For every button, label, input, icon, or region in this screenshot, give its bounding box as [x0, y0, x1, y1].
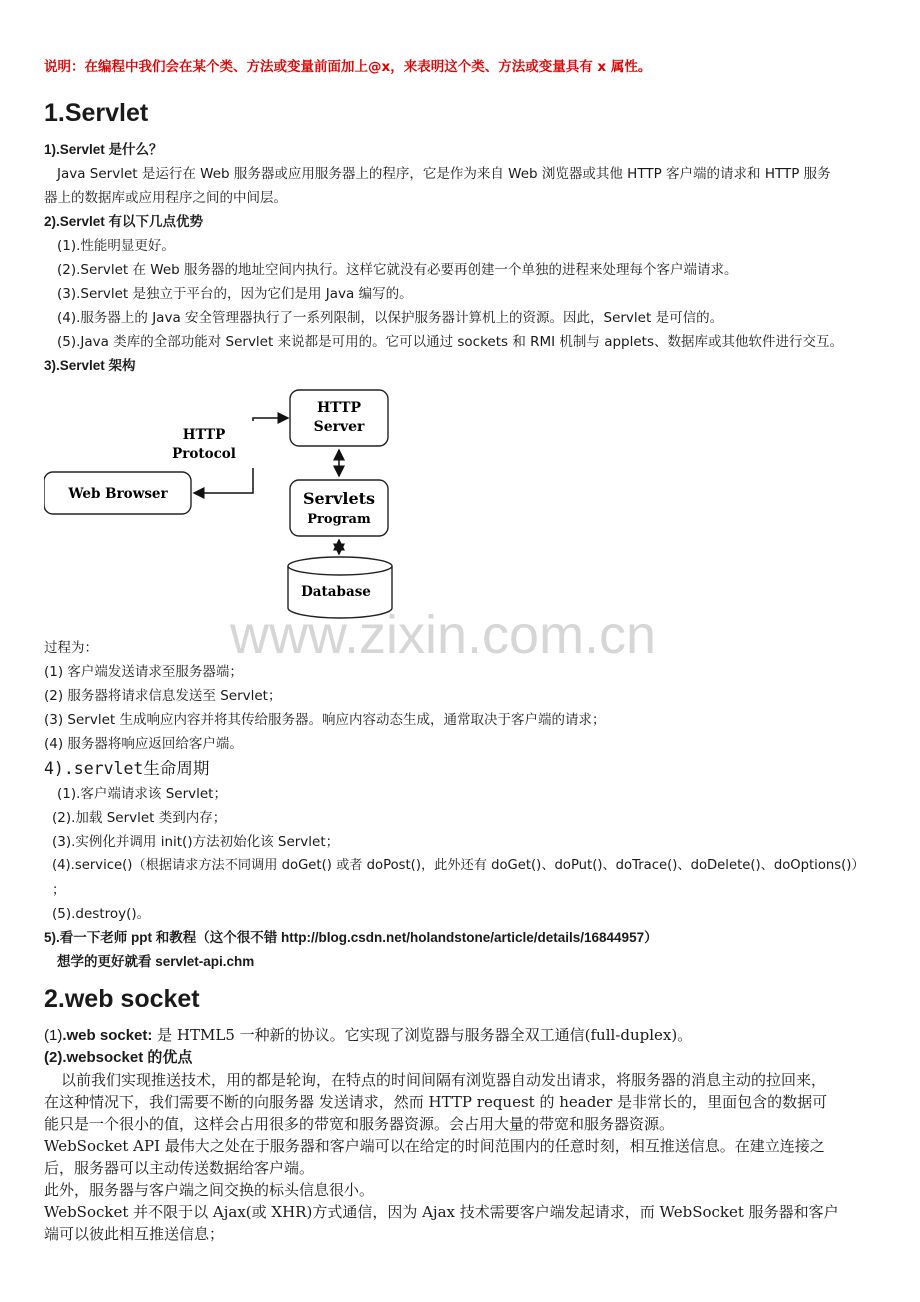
lifecycle-item: (3).实例化并调用 init()方法初始化该 Servlet； [52, 834, 340, 850]
http-server-box [290, 390, 388, 446]
lifecycle-item: (2).加载 Servlet 类到内存； [52, 810, 227, 826]
web-browser-label: Web Browser [68, 486, 168, 502]
websocket-para-1-bold: .web socket: [62, 1027, 153, 1044]
advantage-item: (5).Java 类库的全部功能对 Servlet 来说都是可用的。它可以通过 sockets 和 RMI 机制与 applets、数据库或其他软件进行交互。 [57, 334, 844, 350]
protocol-label-2: Protocol [172, 446, 236, 462]
database-label: Database [301, 584, 371, 600]
question-5-line-2: 想学的更好就看 servlet-api.chm [57, 954, 255, 969]
lifecycle-item: (5).destroy()。 [52, 906, 151, 922]
question-5-line-1: 5).看一下老师 ppt 和教程（这个很不错 http://blog.csdn.net/holandstone/article/details/16844957） [44, 930, 658, 945]
servlets-label-2: Program [307, 512, 371, 527]
websocket-ajax-line: WebSocket 并不限于以 Ajax(或 XHR)方式通信，因为 Ajax 技术需要客户端发起请求，而 WebSocket 服务器和客户 [44, 1203, 839, 1221]
section-title-servlet: 1.Servlet [44, 99, 149, 127]
advantage-item: (3).Servlet 是独立于平台的，因为它们是用 Java 编写的。 [57, 286, 413, 302]
intro-note: 说明：在编程中我们会在某个类、方法或变量前面加上@x，来表明这个类、方法或变量具有 x 属性。 [44, 59, 652, 75]
question-4-title [44, 756, 884, 782]
section-title-web-socket: 2.web socket [44, 985, 200, 1013]
lifecycle-item: (4).service()（根据请求方法不同调用 doGet() 或者 doPost()，此外还有 doGet()、doPut()、doTrace()、doDelete()、doOptions()） [52, 858, 865, 873]
database-cylinder-top [288, 557, 392, 575]
websocket-ajax-line: 端可以彼此相互推送信息； [44, 1225, 225, 1243]
websocket-advantage-line: 在这种情况下，我们需要不断的向服务器 发送请求，然而 HTTP request 的 header 是非常长的，里面包含的数据可 [44, 1093, 828, 1111]
architecture-svg [44, 382, 464, 632]
protocol-label-1: HTTP [182, 427, 226, 443]
process-step: (1) 客户端发送请求至服务器端； [44, 664, 243, 680]
servlet-architecture-diagram [44, 382, 884, 632]
question-2-title: 2).Servlet 有以下几点优势 [44, 214, 204, 229]
watermark-text: www.zixin.com.cn [230, 605, 657, 665]
http-server-label-1: HTTP [316, 400, 362, 416]
servlets-label-1: Servlets [302, 489, 376, 508]
lifecycle-item: (1).客户端请求该 Servlet； [57, 786, 227, 802]
websocket-api-line: 后，服务器可以主动传送数据给客户端。 [44, 1159, 315, 1177]
lifecycle-item: ； [52, 882, 66, 898]
question-1-title: 1).Servlet 是什么？ [44, 142, 163, 157]
process-step: (2) 服务器将请求信息发送至 Servlet； [44, 688, 282, 704]
process-step: (3) Servlet 生成响应内容并将其传给服务器。响应内容动态生成，通常取决于客户端的请求； [44, 712, 606, 728]
websocket-advantage-line: 以前我们实现推送技术，用的都是轮询，在特点的时间间隔有浏览器自动发出请求，将服务器的消息主动的拉回来， [61, 1071, 827, 1089]
process-step: (4) 服务器将响应返回给客户端。 [44, 736, 243, 752]
websocket-para-1 [44, 1024, 884, 1047]
websocket-api-line: WebSocket API 最伟大之处在于服务器和客户端可以在给定的时间范围内的任意时刻，相互推送信息。在建立连接之 [44, 1137, 825, 1155]
advantage-item: (4).服务器上的 Java 安全管理器执行了一系列限制，以保护服务器计算机上的资源。因此，Servlet 是可信的。 [57, 310, 724, 326]
arrow-to-browser [194, 468, 253, 493]
process-title: 过程为： [44, 640, 98, 656]
question-4-title-cn: 生命周期 [143, 759, 210, 778]
http-server-label-2: Server [313, 419, 365, 435]
question-1-body-line-2: 器上的数据库或应用程序之间的中间层。 [44, 190, 287, 206]
websocket-header-line: 此外，服务器与客户端之间交换的标头信息很小。 [44, 1181, 375, 1199]
advantage-item: (1).性能明显更好。 [57, 238, 175, 254]
question-3-title: 3).Servlet 架构 [44, 358, 136, 373]
question-4-title-code: 4).servlet [44, 759, 144, 778]
advantage-item: (2).Servlet 在 Web 服务器的地址空间内执行。这样它就没有必要再创建一个单独的进程来处理每个客户端请求。 [57, 262, 738, 278]
websocket-advantage-line: 能只是一个很小的值，这样会占用很多的带宽和服务器资源。会占用大量的带宽和服务器资源。 [44, 1115, 675, 1133]
arrow-to-server [253, 418, 288, 421]
document-page [44, 56, 884, 1245]
question-1-body-line-1: Java Servlet 是运行在 Web 服务器或应用服务器上的程序，它是作为来自 Web 浏览器或其他 HTTP 客户端的请求和 HTTP 服务 [57, 166, 831, 182]
websocket-para-1-rest: 是 HTML5 一种新的协议。它实现了浏览器与服务器全双工通信(full-duplex)。 [152, 1026, 693, 1044]
websocket-para-1-prefix: (1) [44, 1027, 63, 1044]
websocket-advantage-title: (2).websocket 的优点 [44, 1049, 193, 1066]
